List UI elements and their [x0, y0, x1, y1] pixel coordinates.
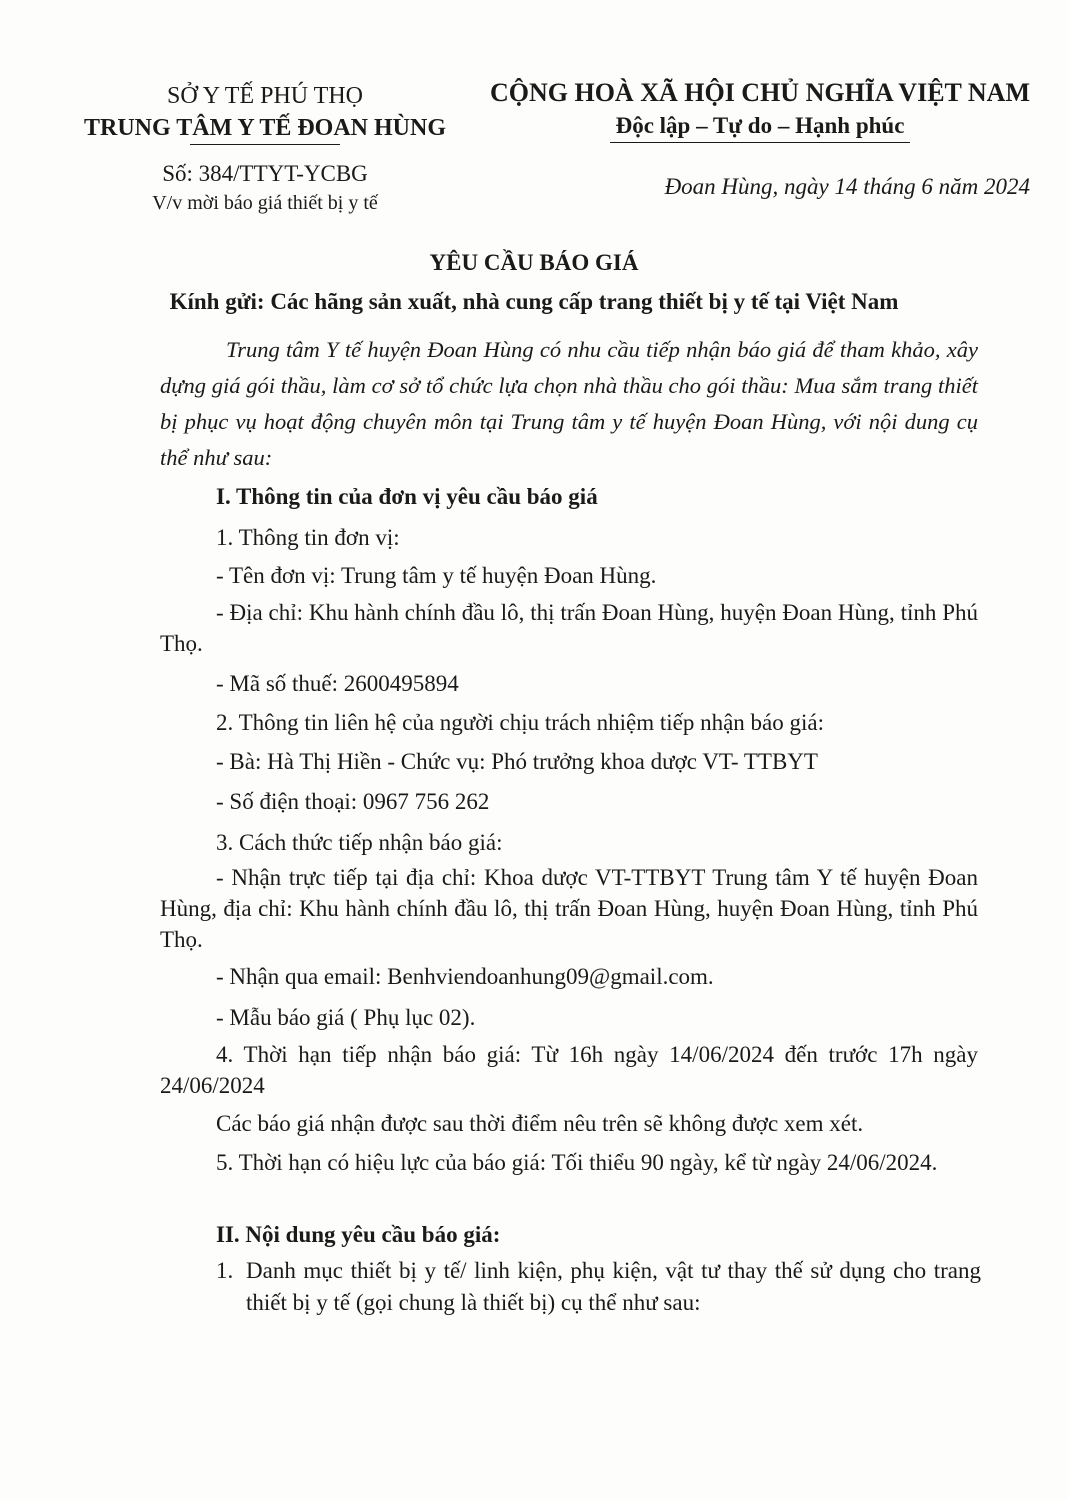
document-title: YÊU CẦU BÁO GIÁ [429, 250, 639, 275]
document-number: Số: 384/TTYT-YCBG [162, 161, 368, 186]
intro-paragraph: Trung tâm Y tế huyện Đoan Hùng có nhu cầu tiếp nhận báo giá để tham khảo, xây dựng giá gói thầu, làm cơ sở tổ chức lựa chọn nhà thầu cho gói thầu: Mua sắm trang thiết bị phục vụ hoạt động chuyên môn tại Trung tâm y tế huyện Đoan Hùng, với nội dung cụ thể như sau: [160, 337, 978, 470]
unit-address: - Địa chỉ: Khu hành chính đầu lô, thị trấn Đoan Hùng, huyện Đoan Hùng, tỉnh Phú Thọ. [160, 600, 978, 656]
unit-info-label: 1. Thông tin đơn vị: [216, 525, 400, 550]
national-motto: Độc lập – Tự do – Hạnh phúc [615, 113, 905, 138]
section-2-heading: II. Nội dung yêu cầu báo giá: [216, 1222, 501, 1247]
unit-name-line: - Tên đơn vị: Trung tâm y tế huyện Đoan Hùng. [216, 563, 657, 588]
template-line: - Mẫu báo giá ( Phụ lục 02). [216, 1005, 476, 1030]
receiving-method-label: 3. Cách thức tiếp nhận báo giá: [216, 830, 503, 855]
tax-code-line: - Mã số thuế: 2600495894 [216, 671, 459, 696]
recipient-line: Kính gửi: Các hãng sản xuất, nhà cung cấp trang thiết bị y tế tại Việt Nam [169, 289, 899, 314]
contact-person-line: - Bà: Hà Thị Hiền - Chức vụ: Phó trưởng khoa dược VT- TTBYT [216, 749, 818, 774]
document-subject: V/v mời báo giá thiết bị y tế [152, 192, 378, 214]
phone-line: - Số điện thoại: 0967 756 262 [216, 789, 490, 814]
agency-underline [190, 144, 340, 145]
late-submission-note: Các báo giá nhận được sau thời điểm nêu trên sẽ không được xem xét. [216, 1111, 864, 1136]
email-line: - Nhận qua email: Benhviendoanhung09@gmail.com. [216, 964, 714, 989]
country-name: CỘNG HOÀ XÃ HỘI CHỦ NGHĨA VIỆT NAM [489, 78, 1031, 107]
deadline-paragraph: 4. Thời hạn tiếp nhận báo giá: Từ 16h ngày 14/06/2024 đến trước 17h ngày 24/06/2024 [160, 1042, 978, 1098]
section-2-item-1 [216, 1255, 981, 1319]
section-1-heading: I. Thông tin của đơn vị yêu cầu báo giá [216, 484, 598, 509]
place-and-date: Đoan Hùng, ngày 14 tháng 6 năm 2024 [664, 174, 1030, 199]
agency-name: SỞ Y TẾ PHÚ THỌ [166, 83, 364, 109]
unit-name: TRUNG TÂM Y TẾ ĐOAN HÙNG [83, 115, 447, 141]
direct-receipt-paragraph: - Nhận trực tiếp tại địa chỉ: Khoa dược VT-TTBYT Trung tâm Y tế huyện Đoan Hùng, địa chỉ: Khu hành chính đầu lô, thị trấn Đoan Hùng, huyện Đoan Hùng, tỉnh Phú Thọ. [160, 865, 978, 952]
item-number: 1. [216, 1258, 234, 1283]
motto-underline [610, 142, 910, 143]
national-header-block [470, 76, 1050, 143]
issuing-agency-block [75, 80, 455, 145]
validity-paragraph: 5. Thời hạn có hiệu lực của báo giá: Tối thiểu 90 ngày, kể từ ngày 24/06/2024. [216, 1150, 938, 1175]
item-text: Danh mục thiết bị y tế/ linh kiện, phụ kiện, vật tư thay thế sử dụng cho trang thiết bị y tế (gọi chung là thiết bị) cụ thể như sau: [246, 1258, 981, 1315]
contact-info-label: 2. Thông tin liên hệ của người chịu trách nhiệm tiếp nhận báo giá: [216, 710, 824, 735]
